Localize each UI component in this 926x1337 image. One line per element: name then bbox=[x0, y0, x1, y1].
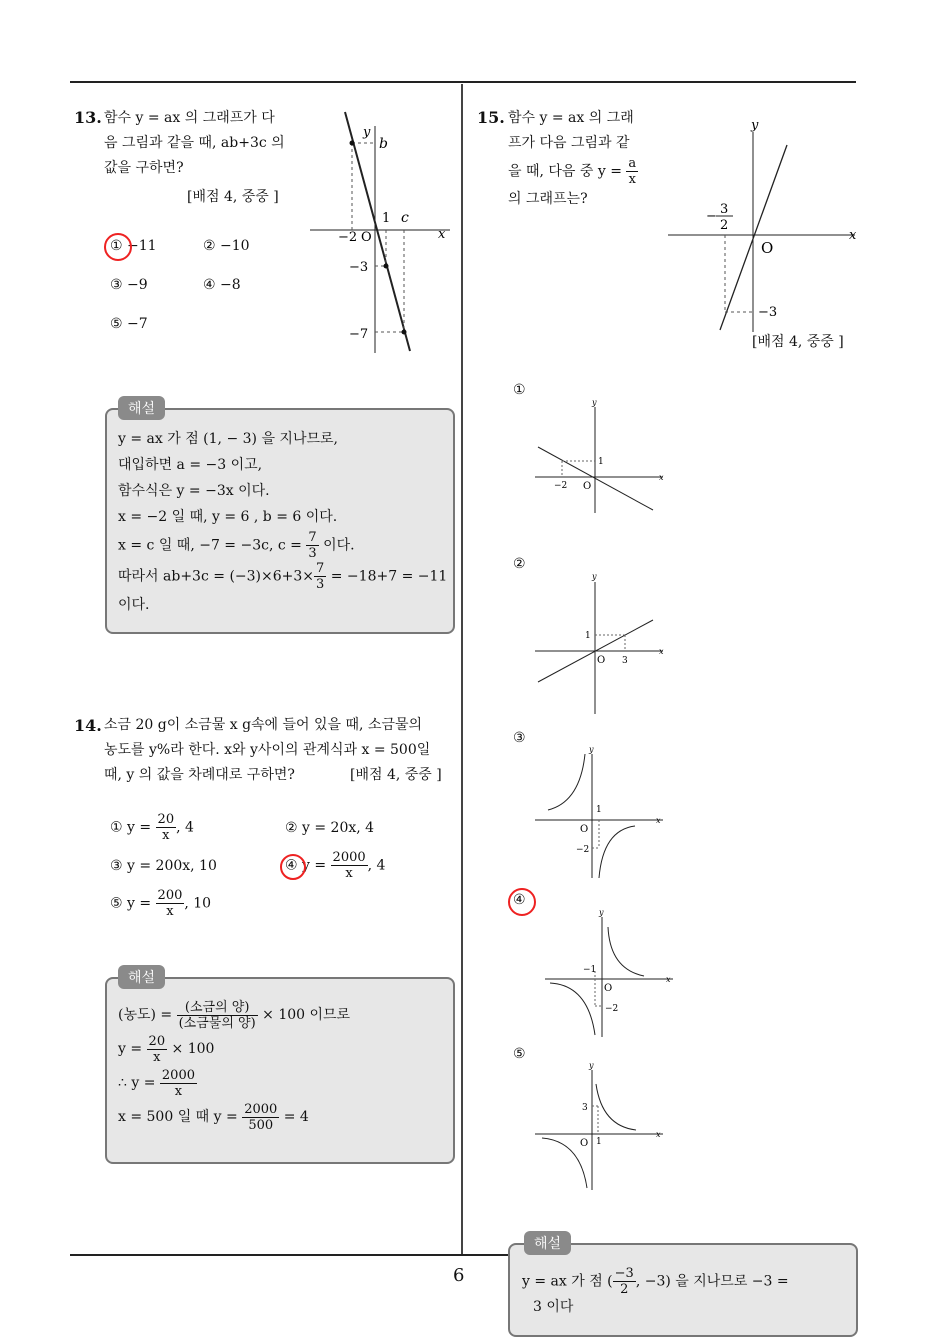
denominator: 3 bbox=[316, 577, 325, 592]
axis-label-y: y bbox=[589, 745, 594, 754]
question-13-number: 13. bbox=[74, 108, 102, 127]
option-text: , 4 bbox=[367, 857, 386, 874]
fraction bbox=[626, 156, 638, 187]
minus-sign: − bbox=[706, 209, 717, 224]
solution-text: × 100 bbox=[171, 1041, 215, 1057]
solution-line: 함수식은 y = −3x 이다. bbox=[118, 483, 270, 499]
q14-option-1[interactable] bbox=[110, 812, 194, 843]
question-14-line: 농도를 y%라 한다. x와 y사이의 관계식과 x = 500일 bbox=[104, 742, 431, 758]
solution-line: y = ax 가 점 (1, − 3) 을 지나므로, bbox=[118, 431, 338, 447]
question-13-line: 함수 y = ax 의 그래프가 다 bbox=[104, 110, 275, 126]
q13-option-3[interactable]: ③ −9 bbox=[110, 277, 148, 293]
q15-option-3[interactable]: ③ bbox=[513, 730, 526, 746]
question-14-line3: 때, y 의 값을 차례대로 구하면? bbox=[104, 767, 295, 783]
question-13-meta: [배점 4, 중중 ] bbox=[187, 189, 279, 205]
solution-text: = −18+7 = −11 bbox=[330, 568, 448, 585]
origin-label: O bbox=[580, 824, 589, 835]
label-1: 1 bbox=[585, 631, 591, 641]
denominator: 2 bbox=[620, 1282, 629, 1297]
question-14-text bbox=[104, 713, 454, 788]
answer-mark-circle bbox=[280, 854, 306, 880]
q13-option-2[interactable]: ② −10 bbox=[203, 238, 250, 254]
frac-numerator: 3 bbox=[720, 202, 729, 217]
column-divider bbox=[461, 84, 463, 1254]
axis-label-y: y bbox=[592, 398, 597, 407]
solution-line: 이다. bbox=[118, 597, 150, 613]
q14-option-3[interactable]: ③ y = 200x, 10 bbox=[110, 858, 217, 874]
q15-option-2-graph[interactable] bbox=[530, 568, 670, 718]
solution-line bbox=[118, 561, 447, 592]
question-13-line: 값을 구하면? bbox=[104, 160, 184, 176]
label-neg3: −3 bbox=[349, 260, 369, 275]
origin-label: O bbox=[604, 983, 613, 994]
axis-label-y: y bbox=[363, 125, 371, 140]
solution-line bbox=[118, 1100, 350, 1134]
label-c: c bbox=[401, 210, 409, 226]
solution-text: = 4 bbox=[283, 1109, 309, 1125]
question-15-line: 함수 y = ax 의 그래 bbox=[508, 110, 634, 126]
denominator: 3 bbox=[308, 546, 317, 561]
question-14-number: 14. bbox=[74, 716, 102, 735]
denominator: x bbox=[153, 1049, 161, 1065]
fraction bbox=[314, 561, 326, 592]
question-14-line: 소금 20 g이 소금물 x g속에 들어 있을 때, 소금물의 bbox=[104, 717, 423, 733]
q15-option-1-graph[interactable] bbox=[530, 395, 670, 515]
question-15-number: 15. bbox=[477, 108, 505, 127]
origin-label: O bbox=[580, 1138, 589, 1149]
label-neg7: −7 bbox=[349, 327, 369, 342]
numerator: 2000 bbox=[244, 1101, 278, 1117]
label-neg3: −3 bbox=[758, 305, 778, 320]
solution-text: ∴ y = bbox=[118, 1075, 156, 1091]
answer-mark-circle bbox=[508, 888, 536, 916]
top-rule bbox=[70, 81, 856, 83]
frac-denominator: 2 bbox=[720, 218, 729, 233]
q14-option-5[interactable] bbox=[110, 888, 211, 919]
q13-solution-tag: 해설 bbox=[118, 396, 165, 420]
q13-option-5[interactable]: ⑤ −7 bbox=[110, 316, 148, 332]
solution-text: , −3) 을 지나므로 −3 = bbox=[635, 1273, 789, 1290]
fraction bbox=[147, 1034, 168, 1065]
numerator: 7 bbox=[316, 561, 325, 576]
numerator: 2000 bbox=[161, 1067, 195, 1083]
numerator: (소금의 양) bbox=[177, 1000, 258, 1016]
denominator: (소금물의 양) bbox=[178, 1015, 256, 1031]
q15-option-2[interactable]: ② bbox=[513, 556, 526, 572]
fraction bbox=[613, 1266, 636, 1297]
q13-option-4[interactable]: ④ −8 bbox=[203, 277, 241, 293]
q15-option-4-graph[interactable] bbox=[540, 905, 680, 1040]
fraction bbox=[306, 530, 318, 561]
q13-graph bbox=[305, 108, 455, 358]
q15-option-3-graph[interactable] bbox=[530, 742, 670, 882]
question-15-text bbox=[508, 106, 638, 212]
axis-label-x: x bbox=[656, 1130, 661, 1139]
answer-mark-circle bbox=[104, 233, 132, 261]
solution-line bbox=[118, 998, 350, 1032]
q14-option-2[interactable]: ② y = 20x, 4 bbox=[285, 820, 375, 836]
axis-label-x: x bbox=[849, 228, 857, 243]
q15-solution-tag: 해설 bbox=[524, 1231, 571, 1255]
fraction bbox=[177, 1000, 258, 1031]
solution-text: 따라서 ab+3c = (−3)×6+3× bbox=[118, 568, 315, 585]
q15-option-1[interactable]: ① bbox=[513, 382, 526, 398]
question-13-text bbox=[104, 106, 285, 181]
solution-line bbox=[118, 1066, 350, 1100]
question-15-line: 의 그래프는? bbox=[508, 191, 588, 207]
q15-option-4[interactable]: ④ bbox=[513, 892, 526, 908]
axis-label-y: y bbox=[589, 1061, 594, 1070]
label-neg1: −1 bbox=[583, 965, 597, 975]
denominator: x bbox=[345, 866, 353, 881]
solution-text: y = bbox=[118, 1041, 143, 1057]
question-14-meta: [배점 4, 중중 ] bbox=[350, 767, 442, 783]
numerator: a bbox=[628, 156, 637, 171]
q13-option-1[interactable]: ① −11 bbox=[110, 238, 157, 254]
axis-label-x: x bbox=[656, 816, 661, 825]
solution-text: 이다. bbox=[323, 537, 355, 554]
solution-text: y = ax 가 점 ( bbox=[522, 1273, 613, 1290]
origin-label: O bbox=[361, 230, 372, 245]
option-text: ⑤ y = bbox=[110, 895, 152, 912]
origin-label: O bbox=[761, 239, 774, 257]
solution-text: × 100 이므로 bbox=[262, 1007, 351, 1023]
axis-label-x: x bbox=[666, 975, 671, 984]
label-3: 3 bbox=[582, 1103, 588, 1113]
label-neg2: −2 bbox=[554, 481, 568, 491]
denominator: x bbox=[174, 1083, 183, 1099]
solution-text: x = c 일 때, −7 = −3c, c = bbox=[118, 537, 302, 554]
q15-solution-text bbox=[522, 1266, 789, 1297]
label-neg2: −2 bbox=[605, 1004, 619, 1014]
solution-text: (농도) = bbox=[118, 1007, 173, 1023]
question-13-line: 음 그림과 같을 때, ab+3c 의 bbox=[104, 135, 285, 151]
question-15-line bbox=[508, 156, 638, 187]
axis-label-y: y bbox=[599, 908, 604, 917]
q14-solution-tag: 해설 bbox=[118, 965, 165, 989]
solution-line bbox=[118, 1032, 350, 1066]
solution-line: 대입하면 a = −3 이고, bbox=[118, 457, 263, 473]
numerator: 20 bbox=[148, 1033, 166, 1049]
numerator: 7 bbox=[308, 530, 317, 545]
option-text: ④ y = bbox=[285, 857, 327, 874]
fraction bbox=[242, 1102, 279, 1133]
q15-solution-cut-line: 3 이다 bbox=[533, 1299, 574, 1315]
origin-label: O bbox=[597, 655, 606, 666]
axis-label-x: x bbox=[659, 647, 664, 656]
denominator: x bbox=[166, 904, 174, 919]
label-1: 1 bbox=[598, 457, 604, 467]
q13-solution-text bbox=[118, 426, 447, 618]
q15-option-5[interactable]: ⑤ bbox=[513, 1046, 526, 1062]
origin-label: O bbox=[583, 481, 592, 492]
label-1: 1 bbox=[596, 1137, 602, 1147]
q14-solution-text bbox=[118, 998, 350, 1134]
denominator: 500 bbox=[248, 1117, 274, 1133]
numerator: 20 bbox=[157, 812, 175, 827]
label-neg2: −2 bbox=[338, 230, 358, 245]
page-number: 6 bbox=[453, 1265, 465, 1286]
label-b: b bbox=[379, 136, 388, 152]
option-text: ① y = bbox=[110, 819, 152, 836]
q15-option-5-graph[interactable] bbox=[530, 1058, 670, 1193]
axis-label-x: x bbox=[659, 473, 664, 482]
numerator: 200 bbox=[157, 888, 183, 903]
fraction bbox=[160, 1068, 197, 1099]
label-1: 1 bbox=[382, 211, 391, 226]
denominator: x bbox=[162, 828, 170, 843]
solution-text: x = 500 일 때 y = bbox=[118, 1109, 238, 1125]
label-3: 3 bbox=[622, 656, 628, 666]
q15-graph bbox=[660, 112, 865, 337]
solution-line bbox=[118, 530, 447, 561]
solution-line: x = −2 일 때, y = 6 , b = 6 이다. bbox=[118, 509, 338, 525]
fraction bbox=[156, 812, 177, 843]
axis-label-y: y bbox=[751, 118, 759, 133]
question-15-line: 프가 다음 그림과 같 bbox=[508, 135, 630, 151]
fraction bbox=[156, 888, 185, 919]
label-1: 1 bbox=[596, 805, 602, 815]
question-text: 을 때, 다음 중 y = bbox=[508, 163, 622, 180]
numerator: 2000 bbox=[332, 850, 366, 865]
axis-label-y: y bbox=[592, 572, 597, 581]
fraction bbox=[331, 850, 368, 881]
axis-label-x: x bbox=[438, 227, 446, 242]
option-text: , 4 bbox=[176, 819, 194, 836]
question-15-meta: [배점 4, 중중 ] bbox=[752, 334, 844, 350]
option-text: , 10 bbox=[184, 895, 212, 912]
numerator: −3 bbox=[614, 1266, 634, 1281]
label-neg2: −2 bbox=[576, 845, 590, 855]
denominator: x bbox=[628, 172, 636, 187]
question-14-line bbox=[104, 763, 454, 788]
